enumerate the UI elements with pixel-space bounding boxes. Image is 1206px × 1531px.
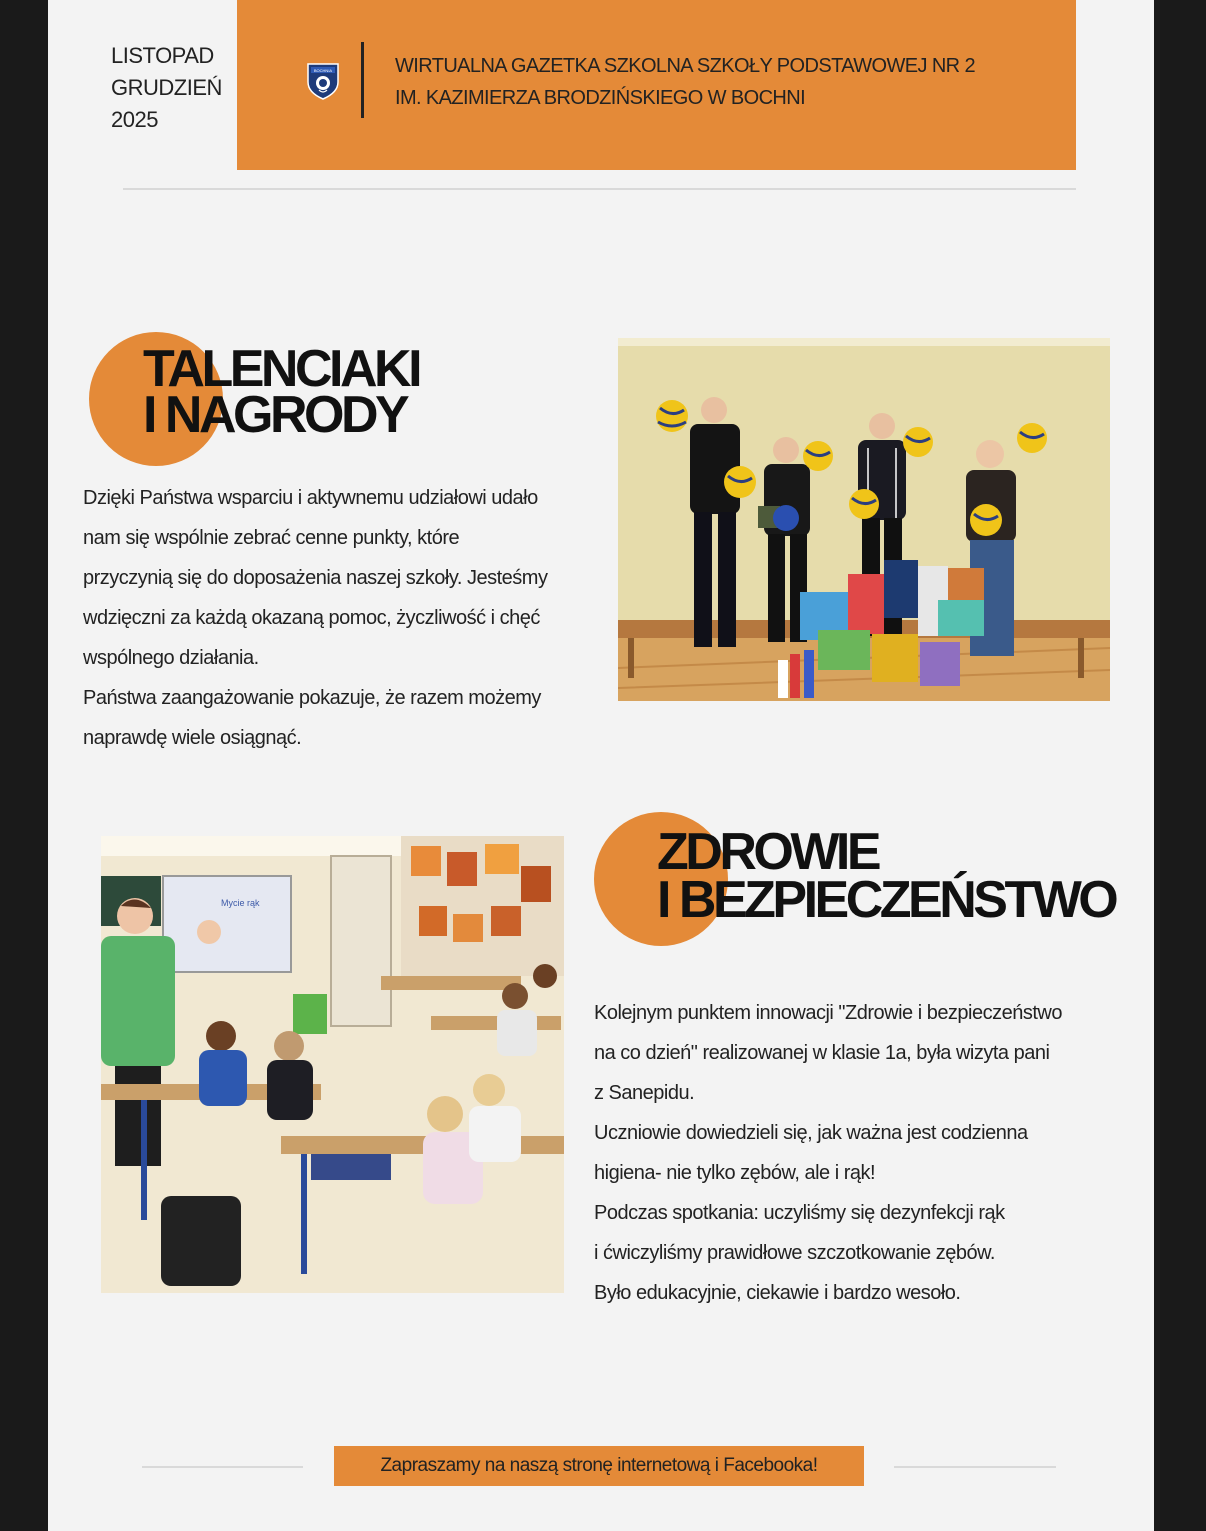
section1-text-line: Dzięki Państwa wsparciu i aktywnemu udziałowi udało [83,487,538,509]
section2-text-line: z Sanepidu. [594,1082,695,1104]
section1-text-line: naprawdę wiele osiągnąć. [83,727,302,749]
section2-paragraph [594,993,1062,1313]
section2-title-line: ZDROWIE [657,823,879,881]
section2-text-line: i ćwiczyliśmy prawidłowe szczotkowanie zębów. [594,1242,995,1264]
logo-text: BOCHNIA [313,68,333,73]
issue-date-line: 2025 [111,107,158,132]
section1-title-line: TALENCIAKI [143,340,420,398]
newsletter-page [48,0,1154,1531]
section2-text-line: na co dzień" realizowanej w klasie 1a, była wizyta pani [594,1042,1050,1064]
section1-text-line: wdzięczni za każdą okazaną pomoc, życzliwość i chęć [83,607,540,629]
section2-title [657,823,1116,929]
school-logo-icon [305,62,341,100]
screen-slide-text: Mycie rąk [221,898,260,908]
section2-text-line: Kolejnym punktem innowacji "Zdrowie i bezpieczeństwo [594,1002,1062,1024]
section2-title-line: I BEZPIECZEŃSTWO [657,871,1116,929]
header-band [237,0,1076,170]
issue-date [111,40,222,136]
classroom-photo [101,836,564,1293]
newsletter-title-line: IM. KAZIMIERZA BRODZIŃSKIEGO W BOCHNI [395,87,806,109]
section1-title [143,340,420,444]
footer-rule-right [894,1466,1056,1468]
issue-date-line: GRUDZIEŃ [111,75,222,100]
section1-text-line: wspólnego działania. [83,647,259,669]
newsletter-title [395,50,975,114]
header-divider [361,42,364,118]
section1-title-line: I NAGRODY [143,386,407,444]
prizes-photo [618,338,1110,701]
website-facebook-link[interactable]: Zapraszamy na naszą stronę internetową i Facebooka! [334,1446,864,1486]
newsletter-title-line: WIRTUALNA GAZETKA SZKOLNA SZKOŁY PODSTAWOWEJ NR 2 [395,55,975,77]
footer-rule-left [142,1466,303,1468]
section2-text-line: higiena- nie tylko zębów, ale i rąk! [594,1162,876,1184]
section2-text-line: Uczniowie dowiedzieli się, jak ważna jest codzienna [594,1122,1028,1144]
section2-text-line: Było edukacyjnie, ciekawie i bardzo wesoło. [594,1282,961,1304]
section1-text-line: Państwa zaangażowanie pokazuje, że razem możemy [83,687,541,709]
section1-text-line: przyczynią się do doposażenia naszej szkoły. Jesteśmy [83,567,548,589]
issue-date-line: LISTOPAD [111,43,214,68]
section1-text-line: nam się wspólnie zebrać cenne punkty, które [83,527,460,549]
header-separator [123,188,1076,190]
section1-paragraph [83,478,547,758]
section2-text-line: Podczas spotkania: uczyliśmy się dezynfekcji rąk [594,1202,1005,1224]
